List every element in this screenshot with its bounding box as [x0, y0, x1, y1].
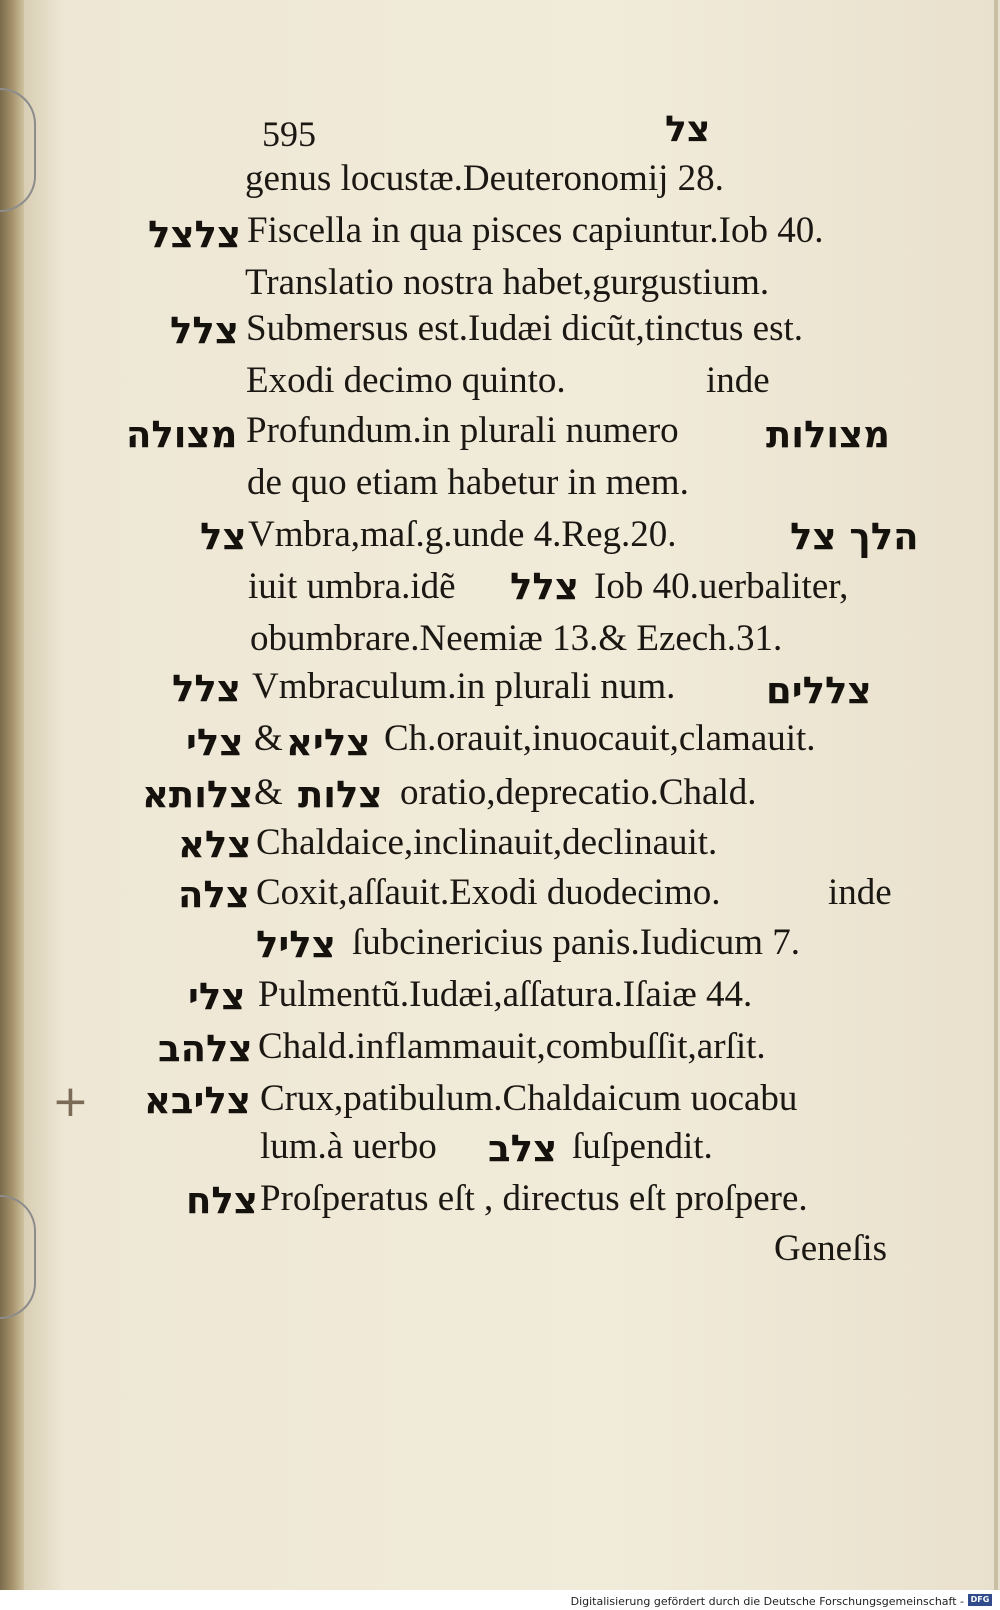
hebrew-word: צלות	[298, 773, 383, 816]
entry-line-cont: ſuſpendit.	[572, 1126, 713, 1167]
page-clip-top	[0, 88, 36, 212]
entry-line: Pulmentũ.Iudæi,aſſatura.Iſaiæ 44.	[258, 974, 753, 1015]
hebrew-lemma: צלל	[170, 309, 239, 352]
entry-line: Crux,patibulum.Chaldaicum uocabu	[260, 1078, 798, 1119]
entry-line-cont: oratio,deprecatio.Chald.	[400, 772, 757, 813]
dfg-logo: DFG	[968, 1594, 992, 1606]
entry-line: Fiscella in qua pisces capiuntur.Iob 40.	[247, 210, 824, 251]
entry-line: Submersus est.Iudæi dicũt,tinctus est.	[246, 308, 804, 349]
entry-line: Chald.inflammauit,combuſſit,arſit.	[258, 1026, 766, 1067]
entry-line-cont: Ch.orauit,inuocauit,clamauit.	[384, 718, 816, 759]
entry-line: Chaldaice,inclinauit,declinauit.	[256, 822, 718, 863]
entry-line: Vmbra,maſ.g.unde 4.Reg.20.	[248, 514, 677, 555]
hebrew-lemma: צלח	[186, 1179, 258, 1222]
entry-line: &	[254, 718, 283, 759]
book-cover-edge	[0, 0, 24, 1590]
entry-line: lum.à uerbo	[260, 1126, 437, 1167]
hebrew-lemma: צלצל	[148, 213, 242, 256]
hebrew-lemma: צלל	[172, 667, 241, 710]
entry-line: Translatio nostra habet,gurgustium.	[245, 262, 770, 303]
hebrew-lemma: צלי	[188, 975, 246, 1018]
hebrew-lemma: צלה	[178, 873, 250, 916]
entry-line: genus locustæ.Deuteronomij 28.	[245, 158, 724, 199]
hebrew-word: מצולות	[766, 413, 890, 456]
hebrew-lemma: צליבא	[144, 1079, 251, 1122]
hebrew-lemma: צלהב	[158, 1027, 253, 1070]
page-edge	[994, 0, 998, 1590]
entry-line: obumbrare.Neemiæ 13.& Ezech.31.	[250, 618, 783, 659]
entry-line-cont: Iob 40.uerbaliter,	[594, 566, 849, 607]
entry-line-tail: inde	[706, 360, 770, 401]
entry-line: de quo etiam habetur in mem.	[247, 462, 689, 503]
entry-line: Proſperatus eſt , directus eſt proſpere.	[260, 1178, 808, 1219]
entry-line: Profundum.in plurali numero	[246, 410, 679, 451]
entry-line: &	[254, 772, 283, 813]
running-head: צל	[665, 109, 711, 150]
hebrew-word: צליא	[286, 721, 371, 764]
hebrew-lemma: מצולה	[126, 413, 238, 456]
entry-line: ſubcinericius panis.Iudicum 7.	[352, 922, 801, 963]
page-clip-bottom	[0, 1195, 36, 1319]
hebrew-lemma: צל	[200, 515, 247, 558]
entry-line: Coxit,aſſauit.Exodi duodecimo.	[256, 872, 721, 913]
hebrew-lemma: צלא	[178, 823, 252, 866]
entry-line: Vmbraculum.in plurali num.	[252, 666, 676, 707]
catchword: Geneſis	[774, 1228, 888, 1269]
hebrew-lemma: צליל	[256, 923, 336, 966]
digitization-credit: Digitalisierung gefördert durch die Deutsche Forschungsgemeinschaft -	[570, 1595, 964, 1608]
hebrew-lemma: צלותא	[142, 773, 254, 816]
entry-line: iuit umbra.idẽ	[248, 566, 456, 607]
hebrew-word: צלב	[488, 1127, 558, 1170]
margin-cross-mark: +	[52, 1076, 89, 1127]
hebrew-lemma: צלי	[186, 721, 244, 764]
page-number: 595	[262, 114, 316, 154]
hebrew-word: הלך צל	[790, 515, 919, 558]
hebrew-word: צללים	[766, 669, 872, 712]
entry-line-tail: inde	[828, 872, 892, 913]
entry-line: Exodi decimo quinto.	[246, 360, 566, 401]
hebrew-word: צלל	[510, 565, 579, 608]
